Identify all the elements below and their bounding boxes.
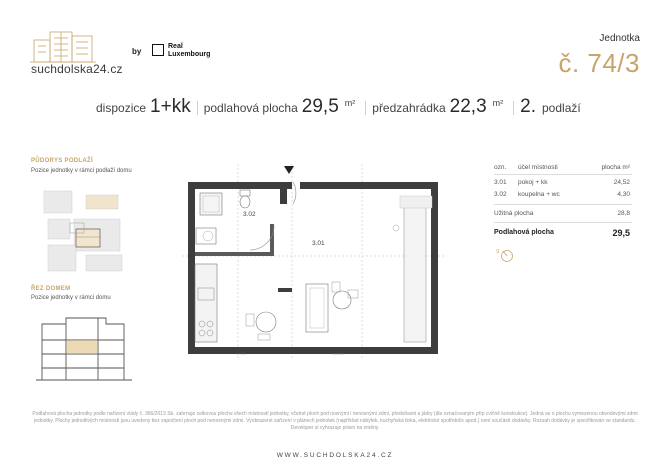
building-section-map[interactable] — [36, 306, 132, 391]
site-logo-text: suchdolska24.cz — [31, 62, 123, 76]
unit-label: Jednotka — [599, 33, 640, 44]
divider — [494, 222, 632, 223]
disclaimer-text: Podlahová plocha jednotky podle nařízení vlády č. 366/2013 Sb. zahrnuje celkovou plochu všech místností jednotky, včetně ploch pod nosnými i nenosnými zdmi, předsíkami a jádry (dle označovaným příp cvičně konstrukce). Jedná se o plochu vymezenou obvodovými zdmi jednotky. Plochy jednotlivých místností jsou uvedeny bez započtení ploch pod nenosnými zdmi. Vyobrazené zařízení v plánech jednotek (například nábytek, kuchyňská linka, elektrické spotřebiče apod.) není součástí dodávky. Rozsah dodávky je specifikován ve standardu. Developer si vyhrazuje právo na změny. — [32, 411, 638, 431]
floor-area-label: Podlahová plocha — [494, 229, 554, 236]
plan-section-subtitle: Pozice jednotky v rámci podlaží domu — [31, 168, 132, 174]
col-header-code: ozn. — [494, 164, 507, 171]
room-label-main: 3.01 — [312, 240, 325, 247]
row-code: 3.01 — [494, 179, 507, 186]
divider — [494, 174, 632, 175]
row-area: 4,30 — [617, 191, 630, 198]
unit-number: č. 74/3 — [558, 48, 640, 78]
area-label: podlahová plocha — [203, 101, 298, 115]
partner-logo-icon — [152, 44, 164, 56]
usable-area-label: Užitná plocha — [494, 210, 534, 217]
building-section-graphic — [36, 306, 132, 386]
section-subtitle: Pozice jednotky v rámci domu — [31, 295, 111, 301]
table-header — [494, 164, 632, 174]
section-title: ŘEZ DOMEM — [31, 286, 71, 292]
building-logo-icon — [30, 26, 130, 66]
usable-area-value: 28,8 — [617, 210, 630, 217]
row-purpose: koupelna + wc — [518, 191, 560, 198]
col-header-purpose: účel místnosti — [518, 164, 558, 171]
divider — [365, 101, 366, 115]
partner-name: Real Luxembourg — [168, 43, 211, 58]
floor-label: podlaží — [542, 101, 581, 115]
svg-text:S: S — [496, 249, 500, 255]
compass-icon — [494, 247, 516, 268]
by-label: by — [132, 47, 142, 56]
area-value: 29,5 — [301, 96, 339, 117]
garden-unit: m² — [492, 98, 504, 108]
row-purpose: pokoj + kk — [518, 179, 548, 186]
floor-plan-drawing — [182, 164, 444, 364]
divider — [513, 101, 514, 115]
floor-plan[interactable] — [182, 164, 444, 369]
row-area: 24,52 — [613, 179, 630, 186]
floor-area-row — [494, 229, 632, 239]
garden-label: předzahrádka — [372, 101, 446, 115]
floor-position-map[interactable] — [40, 183, 130, 280]
floor-value: 2. — [520, 96, 536, 117]
table-row — [494, 191, 632, 201]
table-row — [494, 179, 632, 189]
garden-value: 22,3 — [449, 96, 487, 117]
layout-label: dispozice — [96, 101, 147, 115]
usable-area-row — [494, 210, 632, 220]
row-code: 3.02 — [494, 191, 507, 198]
col-header-area: plocha m² — [601, 164, 630, 171]
divider — [197, 101, 198, 115]
plan-section-title: PŮDORYS PODLAŽÍ — [31, 158, 93, 164]
summary-row — [96, 96, 585, 120]
floor-position-map-graphic — [40, 183, 130, 275]
divider — [494, 204, 632, 205]
floor-area-value: 29,5 — [612, 228, 630, 238]
website-link[interactable]: WWW.SUCHDOLSKA24.CZ — [276, 452, 394, 459]
layout-value: 1+kk — [150, 96, 191, 117]
room-label-bath: 3.02 — [243, 211, 256, 218]
area-unit: m² — [344, 98, 356, 108]
